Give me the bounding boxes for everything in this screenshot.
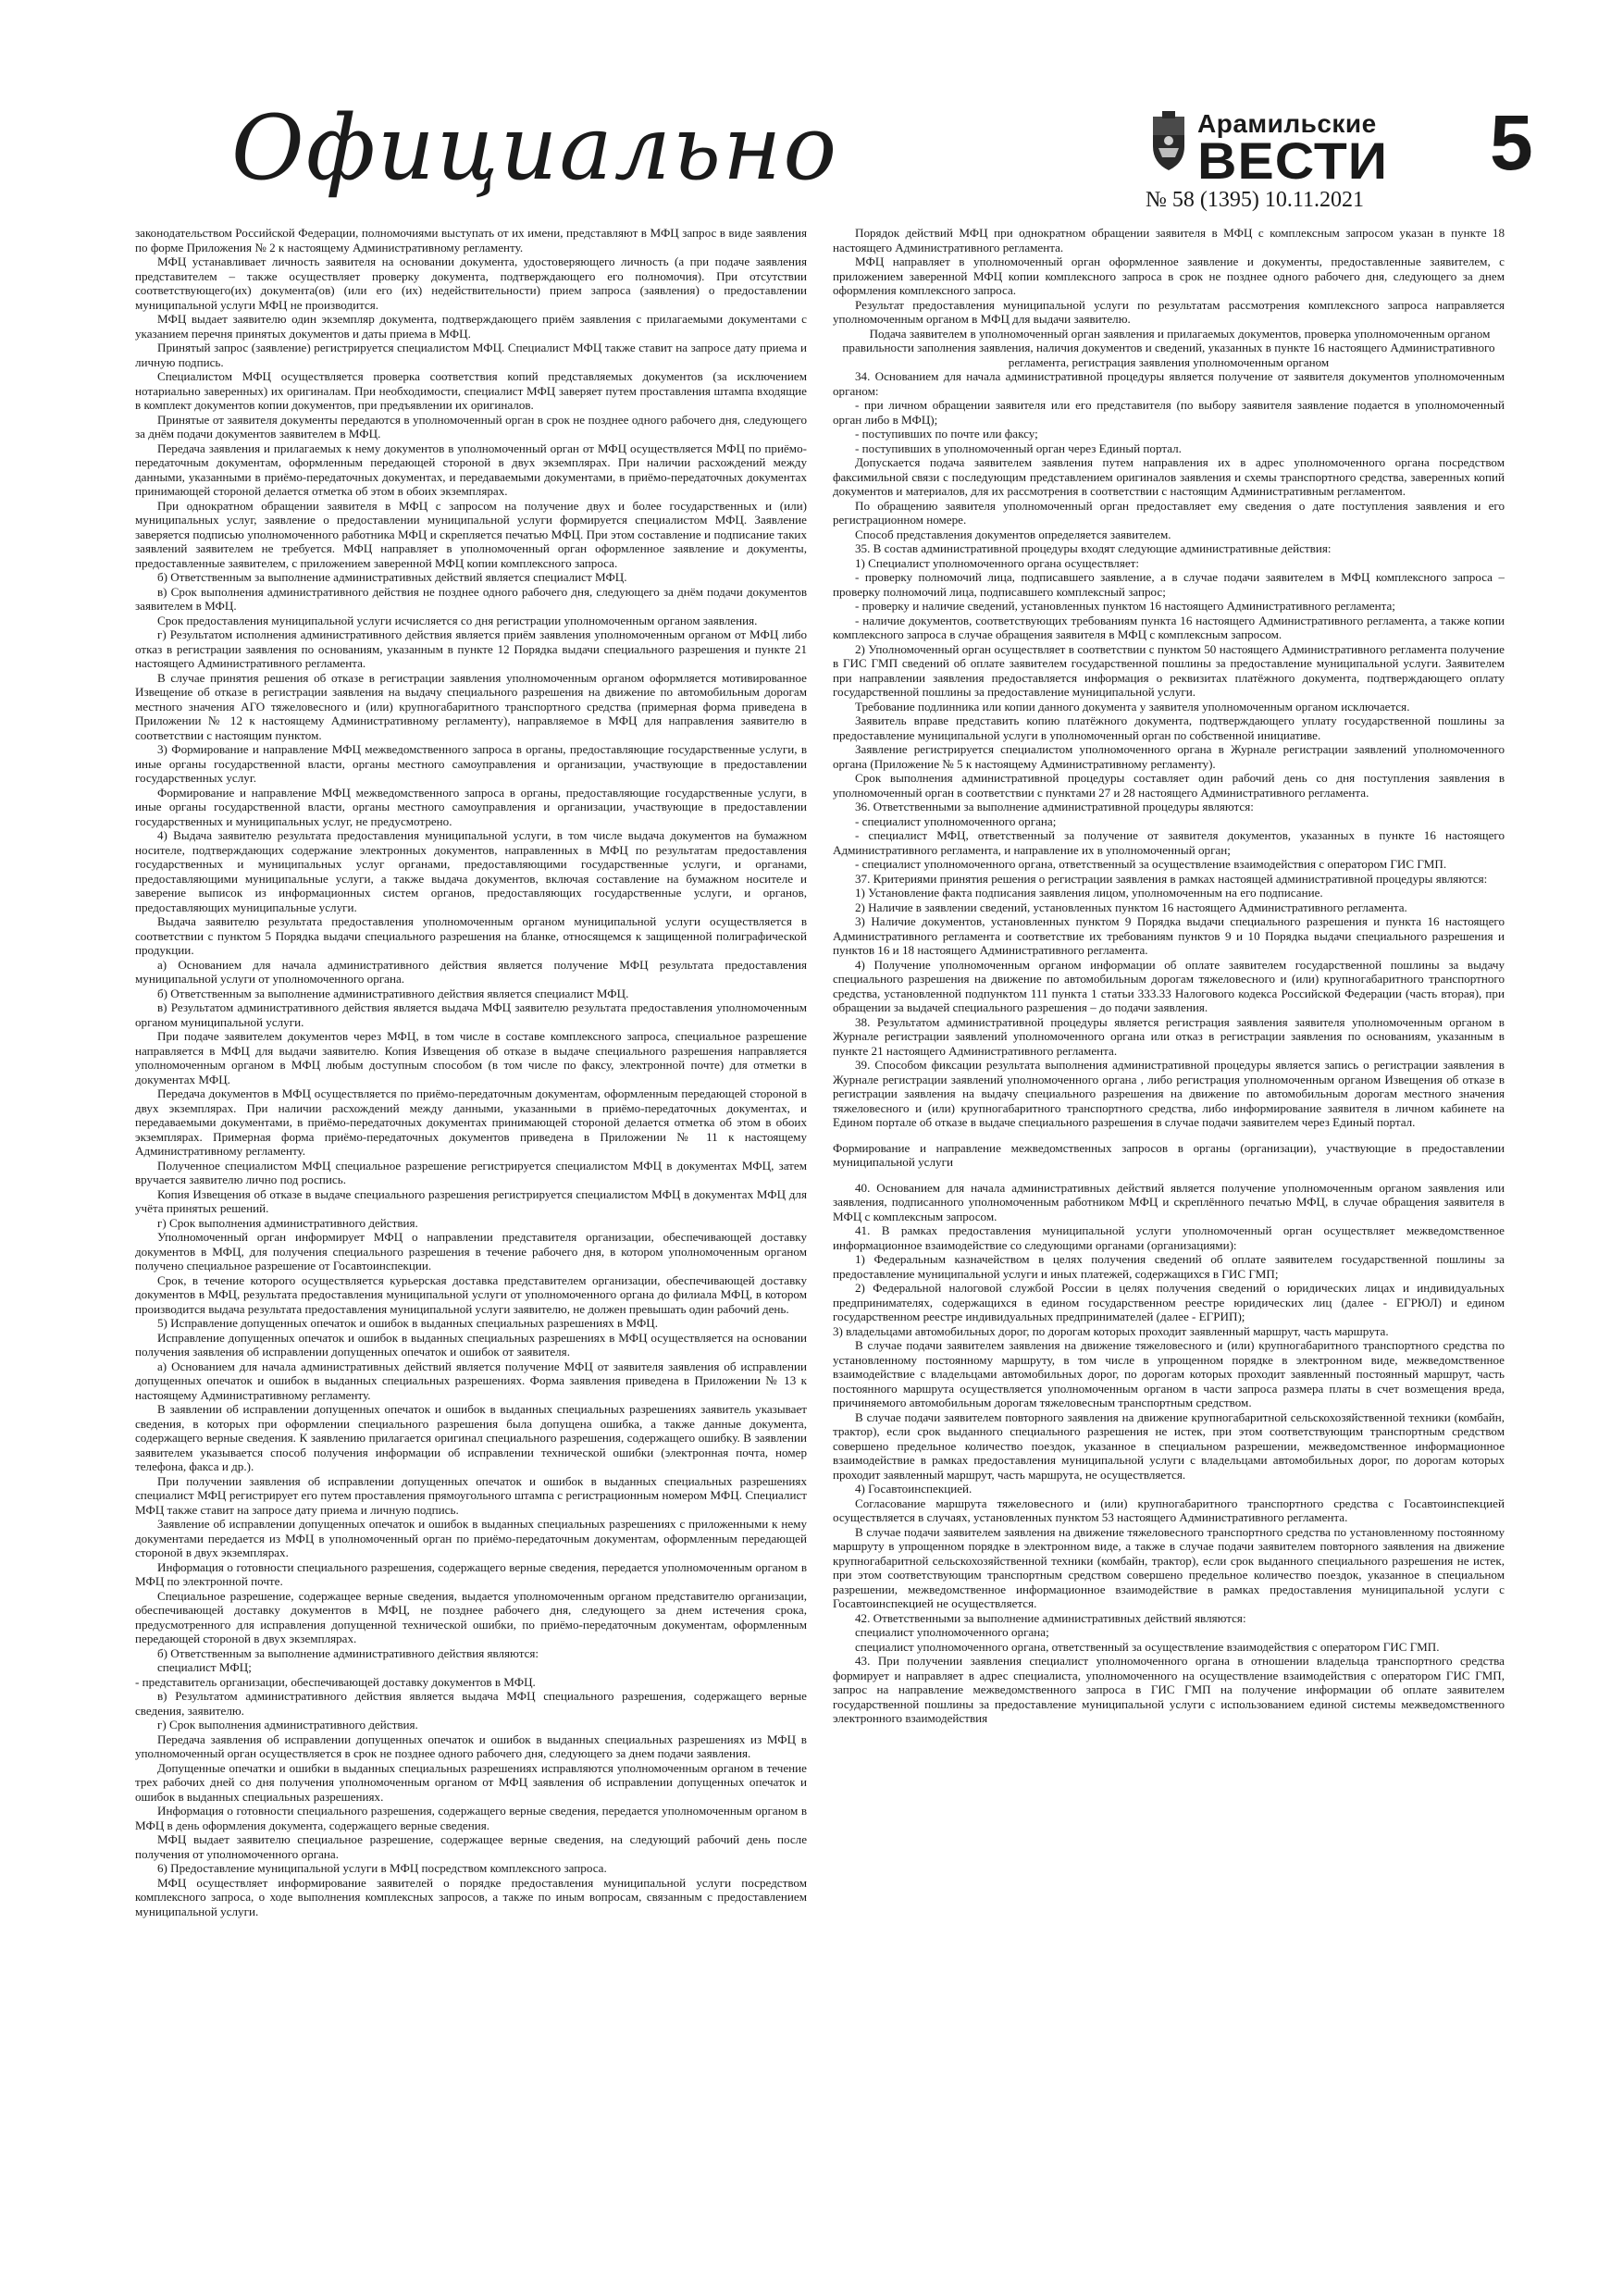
page-number: 5 <box>1490 99 1533 186</box>
paragraph: - специалист уполномоченного органа, ответственный за осуществление взаимодействия с оператором ГИС ГМП. <box>855 857 1447 871</box>
paragraph: Формирование и направление МФЦ межведомственного запроса в органы, предоставляющие государственные услуги, в иные органы государственной власти, органы местного самоуправления и организации, участвующие в предоставлении государственных и муниципальных услуг, не предусмотрено. <box>135 785 807 828</box>
paragraph: законодательством Российской Федерации, полномочиями выступать от их имени, представляют в МФЦ запрос в виде заявления по форме Приложения № 2 к настоящему Административному регламенту. <box>135 226 807 254</box>
issue-info: № 58 (1395) 10.11.2021 <box>1146 188 1364 212</box>
paragraph: 39. Способом фиксации результата выполнения административной процедуры является запись о регистрации заявления в Журнале регистрации заявлений уполномоченного органа , либо регистрация уполномоченным органом Извещения об отказе в регистрации заявления на выдачу специального разрешения на движение по автомобильным дорогам местного значения тяжеловесного и (или) крупногабаритного транспортного средства, либо информирование заявителя в личном кабинете на Едином портале об отказе в выдаче специального разрешения в случае подачи заявителем через Единый портал. <box>833 1058 1505 1129</box>
paragraph: При однократном обращении заявителя в МФЦ с запросом на получение двух и более государственных и (или) муниципальных услуг, заявление о предоставлении муниципальной услуги формируется специалистом МФЦ. Заявление заверяется подписью уполномоченного работника МФЦ и скрепляется печатью МФЦ. При этом составление и подписание таких заявлений заявителем не требуется. МФЦ направляет в уполномоченный орган оформленное заявление и документы, предоставленные заявителем, с приложением заверенной МФЦ копии комплексного запроса. <box>135 498 807 570</box>
section-title: Официально <box>231 96 839 200</box>
paragraph: специалист МФЦ; <box>157 1660 252 1674</box>
paragraph: В случае подачи заявителем заявления на движение тяжеловесного транспортного средства по установленному постоянному маршруту в упрощенном порядке в электронном виде, а также в случае подачи заявителем повторного заявления на движение крупногабаритной сельскохозяйственной техники (комбайн, трактор), если срок выданного специального разрешения не истек, при этом соответствующим транспортным средством совершено предельное количество поездок, указанное в специальном разрешении, межведомственное информационное взаимодействие в рамках предоставления муниципальной услуги с Госавтоинспекцией не осуществляется. <box>833 1524 1505 1610</box>
paragraph: г) Срок выполнения административного действия. <box>157 1718 418 1731</box>
paragraph: Выдача заявителю результата предоставления уполномоченным органом муниципальной услуги осуществляется в соответствии с пунктом 5 Порядка выдачи специального разрешения на бланке, относящемся к защищенной полиграфической продукции. <box>135 914 807 957</box>
paragraph: При получении заявления об исправлении допущенных опечаток и ошибок в выданных специальных разрешениях специалист МФЦ регистрирует его путем проставления прямоугольного штампа с регистрационным номером МФЦ. Специалист МФЦ также ставит на запросе дату приема и личную подпись. <box>135 1473 807 1517</box>
paragraph: 3) Наличие документов, установленных пунктом 9 Порядка выдачи специального разрешения и пункта 16 настоящего Административного регламента и соответствие их требованиям пунктов 9 и 10 Порядка выдачи специального разрешения и пунктов 16 и 18 настоящего Административного регламента. <box>833 914 1505 957</box>
paragraph: МФЦ осуществляет информирование заявителей о порядке предоставления муниципальной услуги посредством комплексного запроса, о ходе выполнения комплексных запросов, а также по иным вопросам, связанным с предоставлением муниципальной услуги. <box>135 1875 807 1918</box>
paragraph: б) Ответственным за выполнение административного действия является специалист МФЦ. <box>157 986 629 1000</box>
newspaper-logo <box>1147 107 1389 190</box>
paragraph: - представитель организации, обеспечивающей доставку документов в МФЦ. <box>135 1674 536 1689</box>
paragraph: - поступивших в уполномоченный орган через Единый портал. <box>855 441 1182 455</box>
paragraph: в) Результатом административного действия является выдача МФЦ специального разрешения, содержащего верные сведения, заявителю. <box>135 1689 807 1718</box>
paragraph: МФЦ направляет в уполномоченный орган оформленное заявление и документы, предоставленные заявителем, с приложением заверенной МФЦ копии комплексного запроса в срок не позднее одного рабочего дня, следующего за днем оформления комплексного запроса. <box>833 254 1505 297</box>
paragraph: а) Основанием для начала административного действия является получение МФЦ результата предоставления муниципальной услуги от уполномоченного органа. <box>135 957 807 986</box>
paragraph: Полученное специалистом МФЦ специальное разрешение регистрируется специалистом МФЦ в документах МФЦ, затем вручается заявителю лично под роспись. <box>135 1158 807 1186</box>
paragraph: г) Срок выполнения административного действия. <box>157 1215 418 1230</box>
paragraph: При подаче заявителем документов через МФЦ, в том числе в составе комплексного запроса, специальное разрешение направляется в МФЦ для выдачи заявителю. Копия Извещения об отказе в выдаче специального разрешения направляется уполномоченным органом в МФЦ любым доступным способом (в том числе по факсу, электронной почте) для отметки в документах МФЦ. <box>135 1029 807 1086</box>
paragraph: 37. Критериями принятия решения о регистрации заявления в рамках настоящей административной процедуры являются: <box>855 871 1488 886</box>
paragraph: 42. Ответственными за выполнение административных действий являются: <box>855 1610 1246 1625</box>
paragraph: Информация о готовности специального разрешения, содержащего верные сведения, передается уполномоченным органом в МФЦ в день оформления документа, содержащего верные сведения. <box>135 1804 807 1832</box>
paragraph: Допущенные опечатки и ошибки в выданных специальных разрешениях исправляются уполномоченным органом в течение трех рабочих дней со дня получения уполномоченным органом от МФЦ заявления об исправлении допущенных опечаток и ошибок в выданных специальных разрешениях. <box>135 1760 807 1804</box>
paragraph: а) Основанием для начала административных действий является получение МФЦ от заявителя заявления об исправлении допущенных опечаток и ошибок в выданных специальных разрешениях. Форма заявления приведена в Приложении № 13 к настоящему Административному регламенту. <box>135 1359 807 1402</box>
right-column <box>833 226 1505 2271</box>
paragraph: Способ представления документов определяется заявителем. <box>855 527 1171 541</box>
paragraph: 1) Специалист уполномоченного органа осуществляет: <box>855 555 1140 570</box>
paragraph: 40. Основанием для начала административных действий является получение уполномоченным органом заявления или заявления, подписанного уполномоченным работником МФЦ и скреплённого печатью МФЦ, в случае обращения заявителя в МФЦ с комплексным запросом. <box>833 1180 1505 1223</box>
paragraph: Результат предоставления муниципальной услуги по результатам рассмотрения комплексного запроса направляется уполномоченным органом в МФЦ для выдачи заявителю. <box>833 297 1505 326</box>
paragraph: 4) Выдача заявителю результата предоставления муниципальной услуги, в том числе выдача документов на бумажном носителе, подтверждающих содержание электронных документов, направленных в МФЦ по результатам предоставления государственных и муниципальных услуг органами, предоставляющими государственные услуги, и органами, предоставляющими муниципальные услуги, а также выдача документов, включая составление на бумажном носителе и заверение выписок из информационных систем органов, предоставляющих государственные услуги, и органов, предоставляющих муниципальные услуги. <box>135 828 807 914</box>
paragraph: Согласование маршрута тяжеловесного и (или) крупногабаритного транспортного средства с Госавтоинспекцией осуществляется в случаях, установленных пунктом 53 настоящего Административного регламента. <box>833 1496 1505 1524</box>
paragraph: Специальное разрешение, содержащее верные сведения, выдается уполномоченным органом представителю организации, обеспечивающей доставку документов в МФЦ, не позднее рабочего дня, следующего за днем истечения срока, предусмотренного для исправления допущенной технической ошибки, по приёмо-передаточным документам, оформленным передающей стороной в двух экземплярах. <box>135 1588 807 1645</box>
paragraph: 2) Уполномоченный орган осуществляет в соответствии с пунктом 50 настоящего Административного регламента получение в ГИС ГМП сведений об оплате заявителем государственной пошлины за предоставление муниципальной услуги. Заявителем при направлении заявления предоставляется информация о реквизитах платёжного документа, подтверждающего оплату государственной пошлины за предоставление муниципальной услуги. <box>833 641 1505 699</box>
paragraph: 2) Федеральной налоговой службой России в целях получения сведений о юридических лицах и индивидуальных предпринимателях, содержащихся в едином государственном реестре юридических лиц (далее - ЕГРЮЛ) и едином государственном реестре индивидуальных предпринимателей (далее - ЕГРИП); <box>833 1281 1505 1323</box>
paragraph: Заявление регистрируется специалистом уполномоченного органа в Журнале регистрации заявлений уполномоченного органа (Приложение № 5 к настоящему Административному регламенту). <box>833 742 1505 771</box>
left-column <box>135 226 807 2271</box>
paragraph: специалист уполномоченного органа, ответственный за осуществление взаимодействия с оператором ГИС ГМП. <box>855 1639 1440 1654</box>
paragraph: Требование подлинника или копии данного документа у заявителя уполномоченным органом исключается. <box>855 699 1410 714</box>
brand-name-main: ВЕСТИ <box>1197 131 1389 190</box>
paragraph: Допускается подача заявителем заявления путем направления их в адрес уполномоченного органа посредством факсимильной связи с последующим представлением оригиналов заявления и схемы транспортного средства, заверенных копий документов и материалов, для их рассмотрения в соответствии с настоящим Административным регламентом. <box>833 455 1505 498</box>
paragraph: В случае подачи заявителем повторного заявления на движение крупногабаритной сельскохозяйственной техники (комбайн, трактор), если срок выданного специального разрешения не истек, при этом соответствующим транспортным средством совершено предельное количество поездок, указанное в специальном разрешении, межведомственное информационное взаимодействие в рамках предоставления муниципальной услуги с владельцами автомобильных дорог, по дорогам которых проходит заявленный маршрут, часть маршрута, не осуществляется. <box>833 1409 1505 1482</box>
paragraph: Копия Извещения об отказе в выдаче специального разрешения регистрируется специалистом МФЦ в документах МФЦ для учёта принятых решений. <box>135 1186 807 1215</box>
paragraph: 34. Основанием для начала административной процедуры является получение от заявителя документов уполномоченным органом: <box>833 369 1505 398</box>
paragraph: Срок, в течение которого осуществляется курьерская доставка представителем организации, обеспечивающей доставку документов в МФЦ, результата предоставления муниципальной услуги от уполномоченного органа до филиала МФЦ, в котором производится выдача результата предоставления муниципальной услуги заявителю, не должен превышать один рабочий день. <box>135 1272 807 1316</box>
paragraph: Специалистом МФЦ осуществляется проверка соответствия копий представляемых документов (за исключением нотариально заверенных) их оригиналам. При необходимости, специалист МФЦ заверяет путем проставления штампа входящие в комплект документов копии документов, при предъявлении их оригиналов. <box>135 369 807 412</box>
paragraph: 5) Исправление допущенных опечаток и ошибок в выданных специальных разрешениях в МФЦ. <box>157 1316 659 1330</box>
paragraph: 1) Федеральным казначейством в целях получения сведений об оплате заявителем государственной пошлины за предоставление муниципальной услуги и иных платежей, содержащихся в ГИС ГМП; <box>833 1252 1505 1281</box>
article-columns <box>135 226 1532 2271</box>
paragraph: Передача заявления об исправлении допущенных опечаток и ошибок в выданных специальных разрешениях из МФЦ в уполномоченный орган осуществляется в срок не позднее одного рабочего дня, следующего за днем подачи заявления. <box>135 1731 807 1760</box>
section-heading: Подача заявителем в уполномоченный орган заявления и прилагаемых документов, проверка уполномоченным органом правильности заполнения заявления, наличия документов и сведений, указанных в пункте 16 настоящего Административного регламента, регистрация заявления уполномоченным органом <box>842 326 1495 369</box>
paragraph: - поступивших по почте или факсу; <box>855 427 1038 441</box>
paragraph: В случае принятия решения об отказе в регистрации заявления уполномоченным органом оформляется мотивированное Извещение об отказе в регистрации заявления на выдачу специального разрешения на движение по автомобильным дорогам местного значения АГО тяжеловесного и (или) крупногабаритного транспортного средства (примерная форма приведена в Приложении № 12 к настоящему Административному регламенту), направляемое в МФЦ для направления заявителю в соответствии с настоящим пунктом. <box>135 670 807 742</box>
paragraph: МФЦ выдает заявителю специальное разрешение, содержащее верные сведения, на следующий рабочий день после получения от уполномоченного органа. <box>135 1832 807 1861</box>
paragraph: 3) владельцами автомобильных дорог, по дорогам которых проходит заявленный маршрут, часть маршрута. <box>833 1323 1389 1338</box>
paragraph: - проверку полномочий лица, подписавшего заявление, а в случае подачи заявителем в МФЦ комплексного запроса – проверку полномочий лица, подписавшего комплексный запрос; <box>833 570 1505 599</box>
section-heading: Формирование и направление межведомственных запросов в органы (организации), участвующие в предоставлении муниципальной услуги <box>833 1140 1505 1169</box>
paragraph: Уполномоченный орган информирует МФЦ о направлении представителя организации, обеспечивающей доставку документов в МФЦ, для получения специального разрешения в течение рабочего дня, в котором уполномоченным органом получено специальное разрешение от Госавтоинспекции. <box>135 1230 807 1272</box>
paragraph: Срок предоставления муниципальной услуги исчисляется со дня регистрации уполномоченным органом заявления. <box>157 613 758 627</box>
paragraph: Исправление допущенных опечаток и ошибок в выданных специальных разрешениях в МФЦ осуществляется на основании получения заявления об исправлении допущенных опечаток и ошибок от заявителя. <box>135 1330 807 1359</box>
paragraph: В заявлении об исправлении допущенных опечаток и ошибок в выданных специальных разрешениях заявитель указывает сведения, в которых при оформлении специального разрешения была допущена ошибка, а также данные документа, содержащего верные сведения. К заявлению прилагается оригинал специального разрешения, содержащего ошибку. В заявлении заявителем указывается способ получения информации об исправлении технической ошибки (электронная почта, номер телефона, факса и др.). <box>135 1402 807 1473</box>
spacer <box>833 1130 1505 1141</box>
paragraph: в) Результатом административного действия является выдача МФЦ заявителю результата предоставления уполномоченным органом муниципальной услуги. <box>135 1000 807 1029</box>
paragraph: 2) Наличие в заявлении сведений, установленных пунктом 16 настоящего Административного регламента. <box>855 900 1407 914</box>
paragraph: Информация о готовности специального разрешения, содержащего верные сведения, передается уполномоченным органом в МФЦ по электронной почте. <box>135 1559 807 1588</box>
coat-of-arms-icon <box>1147 111 1190 172</box>
paragraph: 6) Предоставление муниципальной услуги в МФЦ посредством комплексного запроса. <box>157 1861 607 1875</box>
paragraph: МФЦ выдает заявителю один экземпляр документа, подтверждающего приём заявления с прилагаемыми документами с указанием перечня принятых документов и даты приема в МФЦ. <box>135 312 807 341</box>
paragraph: специалист уполномоченного органа; <box>855 1625 1049 1639</box>
paragraph: 41. В рамках предоставления муниципальной услуги уполномоченный орган осуществляет межведомственное информационное взаимодействие со следующими органами (организациями): <box>833 1223 1505 1252</box>
paragraph: г) Результатом исполнения административного действия является приём заявления уполномоченным органом от МФЦ либо отказ в регистрации заявления по основаниям, указанным в пункте 12 Порядка выдачи специального разрешения и пункте 21 настоящего Административного регламента. <box>135 627 807 670</box>
paragraph: 4) Госавтоинспекцией. <box>855 1482 973 1496</box>
paragraph: Принятый запрос (заявление) регистрируется специалистом МФЦ. Специалист МФЦ также ставит на запросе дату приема и личную подпись. <box>135 341 807 369</box>
brand-name-top: Арамильские <box>1197 109 1377 138</box>
paragraph: МФЦ устанавливает личность заявителя на основании документа, удостоверяющего личность (а при подаче заявления представителем – также осуществляет проверку документа, подтверждающего его полномочия). При отсутствии соответствующего(их) документа(ов) (или его (их) недействительности) прием запроса (заявления) о предоставлении муниципальной услуги МФЦ не производится. <box>135 254 807 312</box>
paragraph: 4) Получение уполномоченным органом информации об оплате заявителем государственной пошлины за выдачу специального разрешения на движение по автомобильным дорогам тяжеловесного и (или) крупногабаритного транспортного средства, установленной подпунктом 111 пункта 1 статьи 333.33 Налогового кодекса Российской Федерации (часть вторая), при обращении за выдачей специального разрешения – до подачи заявления. <box>833 957 1505 1014</box>
paragraph: Порядок действий МФЦ при однократном обращении заявителя в МФЦ с комплексным запросом указан в пункте 18 настоящего Административного регламента. <box>833 226 1505 254</box>
paragraph: 35. В состав административной процедуры входят следующие административные действия: <box>855 541 1332 555</box>
paragraph: 43. При получении заявления специалист уполномоченного органа в отношении владельца транспортного средства формирует и направляет в адрес специалиста, уполномоченного на осуществление взаимодействия с оператором ГИС ГМП, запрос на направление межведомственного запроса в ГИС ГМП на получение информации об оплате заявителем государственной пошлины за предоставление муниципальной услуги с использованием единой системы межведомственного электронного взаимодействия <box>833 1654 1505 1725</box>
paragraph: Заявитель вправе представить копию платёжного документа, подтверждающего уплату государственной пошлины за предоставление муниципальной услуги в уполномоченный орган по собственной инициативе. <box>833 714 1505 742</box>
paragraph: По обращению заявителя уполномоченный орган предоставляет ему сведения о дате поступления заявления и его регистрационном номере. <box>833 498 1505 527</box>
paragraph: 3) Формирование и направление МФЦ межведомственного запроса в органы, предоставляющие государственные услуги, в иные органы государственной власти, органы местного самоуправления и организации, участвующие в предоставлении государственных услуг. <box>135 742 807 785</box>
paragraph: - специалист МФЦ, ответственный за получение от заявителя документов, указанных в пункте 16 настоящего Административного регламента, и направление их в уполномоченный орган; <box>833 828 1505 857</box>
paragraph: б) Ответственным за выполнение административного действия являются: <box>157 1645 539 1660</box>
paragraph: Принятые от заявителя документы передаются в уполномоченный орган в срок не позднее одного рабочего дня, следующего за днём подачи документов заявителем в МФЦ. <box>135 412 807 441</box>
paragraph: 1) Установление факта подписания заявления лицом, уполномоченным на его подписание. <box>855 886 1323 900</box>
paragraph: Срок выполнения административной процедуры составляет один рабочий день со дня поступления заявления в уполномоченный орган в соответствии с пунктами 27 и 28 настоящего Административного регламента. <box>833 771 1505 800</box>
paragraph: - при личном обращении заявителя или его представителя (по выбору заявителя заявление подается в уполномоченный орган либо в МФЦ); <box>833 398 1505 427</box>
paragraph: Заявление об исправлении допущенных опечаток и ошибок в выданных специальных разрешениях с приложенными к нему документами передается из МФЦ в уполномоченный орган по приёмо-передаточным документам, оформленным передающей стороной в двух экземплярах. <box>135 1517 807 1559</box>
paragraph: в) Срок выполнения административного действия не позднее одного рабочего дня, следующего за днём подачи документов заявителем в МФЦ. <box>135 584 807 613</box>
paragraph: Передача заявления и прилагаемых к нему документов в уполномоченный орган от МФЦ осуществляется МФЦ по приёмо-передаточным документам, оформленным передающей стороной в двух экземплярах. При наличии расхождений между данными, указанными в приёмо-передаточных документах, и передаваемыми документами, в приёмо-передаточных документах принимающей стороной делается отметка об этом в обоих экземплярах. <box>135 441 807 498</box>
paragraph: В случае подачи заявителем заявления на движение тяжеловесного и (или) крупногабаритного транспортного средства по установленному постоянному маршруту, в том числе в упрощенном порядке в электронном виде, межведомственное взаимодействие с владельцами автомобильных дорог, по дорогам которых проходит заявленный постоянный маршрут, часть постоянного маршрута осуществляется уполномоченным органом в части запроса размера платы в счет возмещения вреда, причиняемого автомобильным дорогам тяжеловесным транспортным средством. <box>833 1338 1505 1409</box>
paragraph: 38. Результатом административной процедуры является регистрация заявления заявителя уполномоченным органом в Журнале регистрации заявлений уполномоченного органа или отказ в регистрации заявления по основаниям, указанным в пункте 21 настоящего Административного регламента. <box>833 1014 1505 1058</box>
paragraph: - наличие документов, соответствующих требованиям пункта 16 настоящего Административного регламента, а также копии комплексного запроса в случае обращения заявителя в МФЦ с комплексным запросом. <box>833 613 1505 641</box>
paragraph: 36. Ответственными за выполнение административной процедуры являются: <box>855 800 1254 813</box>
paragraph: - проверку и наличие сведений, установленных пунктом 16 настоящего Административного регламента; <box>855 599 1395 613</box>
spacer <box>833 1170 1505 1181</box>
paragraph: Передача документов в МФЦ осуществляется по приёмо-передаточным документам, оформленным передающей стороной в двух экземплярах. При наличии расхождений между данными, указанными в приёмо-передаточных документах, и передаваемыми документами, в приёмо-передаточных документах принимающей стороной делается отметка об этом в обоих экземплярах. Примерная форма приёмо-передаточных документов приведена в Приложении № 11 к настоящему Административному регламенту. <box>135 1086 807 1158</box>
paragraph: б) Ответственным за выполнение административных действий является специалист МФЦ. <box>157 570 627 584</box>
paragraph: - специалист уполномоченного органа; <box>855 813 1057 828</box>
